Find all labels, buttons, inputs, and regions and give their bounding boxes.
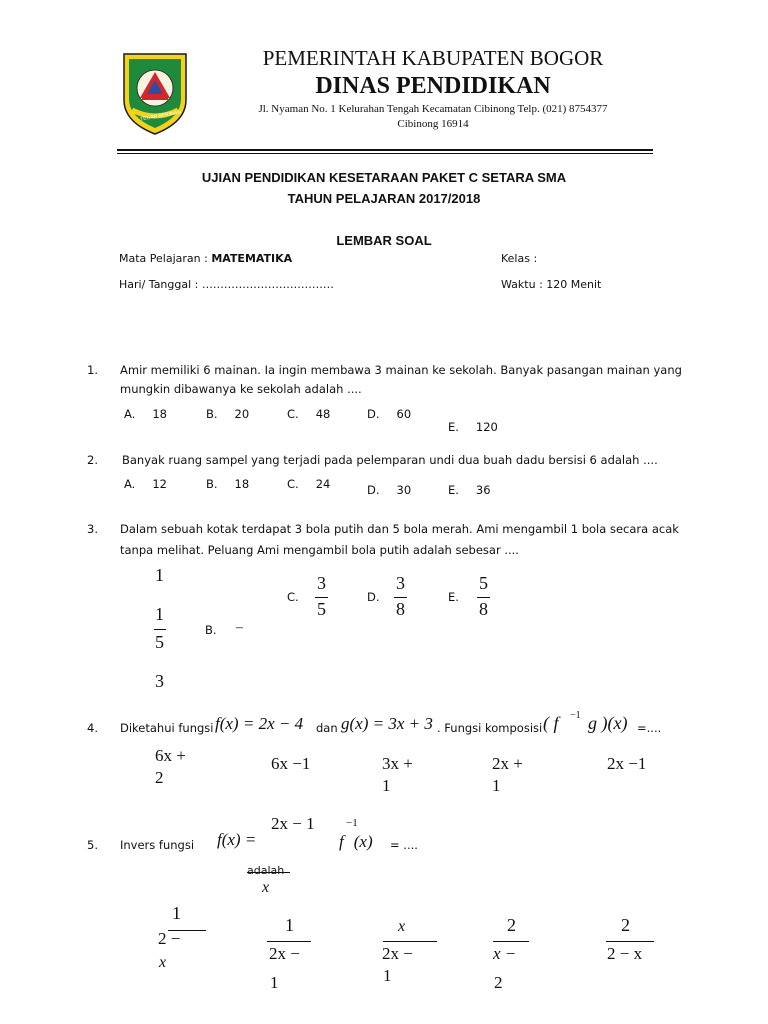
option-value: 18 — [152, 407, 167, 421]
option-line1: 3x + — [382, 754, 413, 773]
header-divider-thin — [117, 153, 653, 154]
option-line1: 6x + — [155, 746, 186, 765]
exam-title-line1: UJIAN PENDIDIKAN KESETARAAN PAKET C SETARA SMA — [201, 170, 567, 185]
option-letter: A. — [124, 407, 136, 421]
question-ending: =.... — [637, 721, 662, 735]
header-address2: Cibinong 16914 — [397, 118, 469, 130]
fraction-denominator: 2 — [494, 973, 503, 992]
option-letter: C. — [287, 590, 299, 604]
composition-f: ( f — [543, 713, 559, 733]
option-a[interactable] — [124, 474, 167, 494]
fraction-denominator: 1 — [383, 966, 392, 985]
option-e[interactable] — [448, 480, 491, 500]
subject-row — [119, 252, 292, 265]
subject-label: Mata Pelajaran : — [119, 252, 212, 265]
fraction-denominator: x — [159, 954, 167, 971]
option-dash: – — [236, 620, 243, 635]
function-f: f(x) = — [217, 830, 257, 849]
fraction-middle: 2x − — [382, 944, 413, 963]
option-letter: B. — [206, 407, 218, 421]
header-divider-thick — [117, 149, 653, 151]
fraction-middle: 2 − x — [607, 944, 643, 963]
inverse-x: (x) — [353, 832, 373, 851]
option-value: 12 — [152, 477, 167, 491]
fraction-denominator: 8 — [479, 599, 488, 619]
option-value: 36 — [475, 483, 491, 497]
option-c[interactable] — [287, 474, 330, 494]
question-number: 2. — [87, 453, 98, 467]
option-a-bottom: 3 — [155, 671, 164, 691]
fraction-denominator: 5 — [155, 632, 164, 652]
fraction-numerator: 1 — [285, 915, 294, 935]
option-letter: B. — [205, 623, 217, 637]
fraction-bar — [493, 941, 529, 942]
question-number: 1. — [87, 363, 98, 377]
option-line1: 2x + — [492, 754, 523, 773]
fraction-bar — [477, 597, 490, 598]
text-adalah: adalah — [247, 864, 285, 877]
option-line2: 1 — [382, 776, 391, 795]
option-line2: 2 — [155, 768, 164, 787]
fraction-numerator: 3 — [317, 573, 326, 593]
option-d[interactable] — [367, 404, 411, 424]
composition-g: g )(x) — [588, 713, 628, 733]
fraction-bar — [267, 941, 311, 942]
option-value: 30 — [396, 483, 412, 497]
fraction-middle: x − — [493, 944, 517, 963]
fraction-bar — [394, 597, 407, 598]
fraction-numerator: 1 — [155, 604, 164, 624]
option-letter: C. — [287, 477, 299, 491]
day-label: Hari/ Tanggal : ……………………………… — [119, 278, 334, 291]
question-text-line1: Banyak ruang sampel yang terjadi pada pelemparan undi dua buah dadu bersisi 6 adalah .... — [122, 453, 658, 467]
exam-title-line2: TAHUN PELAJARAN 2017/2018 — [287, 191, 481, 206]
option-line1: 2x −1 — [607, 754, 647, 773]
fraction-middle: 2 − — [158, 929, 181, 948]
fraction-bar — [383, 941, 437, 942]
fraction-denominator: 5 — [317, 599, 326, 619]
fraction-bar — [606, 941, 654, 942]
fraction-numerator: 5 — [479, 573, 488, 593]
option-line2: 1 — [492, 776, 501, 795]
question-number: 3. — [87, 522, 98, 536]
option-letter: D. — [367, 483, 380, 497]
option-value: 20 — [234, 407, 250, 421]
function-g: g(x) = 3x + 3 — [341, 714, 433, 733]
composition-inverse-exponent: −1 — [570, 710, 581, 721]
option-letter: C. — [287, 407, 299, 421]
logo-motto: TEGAR BERIMAN — [139, 109, 182, 123]
option-letter: E. — [448, 483, 459, 497]
fraction-numerator: 1 — [172, 903, 181, 923]
option-value: 120 — [475, 420, 498, 434]
fraction-bar — [315, 597, 328, 598]
fraction-bar — [154, 629, 166, 630]
question-text-line2: mungkin dibawanya ke sekolah adalah .... — [120, 382, 362, 396]
question-text-lead: Diketahui fungsi — [120, 721, 214, 735]
question-number: 5. — [87, 838, 98, 852]
option-letter: D. — [367, 590, 380, 604]
question-ending: = .... — [390, 838, 418, 852]
header-address1: Jl. Nyaman No. 1 Kelurahan Tengah Kecamatan Cibinong Telp. (021) 8754377 — [258, 103, 608, 115]
inverse-f: f — [339, 832, 344, 851]
question-text-lead: Invers fungsi — [120, 838, 195, 852]
option-c[interactable] — [287, 404, 330, 424]
inverse-exponent: −1 — [346, 817, 358, 829]
header-line1: PEMERINTAH KABUPATEN BOGOR — [262, 46, 604, 70]
question-number: 4. — [87, 721, 98, 735]
sheet-title: LEMBAR SOAL — [336, 233, 432, 248]
option-b[interactable] — [206, 404, 249, 424]
option-line1: 6x −1 — [271, 754, 311, 773]
option-a[interactable] — [124, 404, 167, 424]
fraction-numerator: 2x − 1 — [271, 814, 315, 833]
fraction-numerator: 2 — [507, 915, 516, 935]
header-line2: DINAS PENDIDIKAN — [315, 73, 551, 99]
fraction-denominator: 8 — [396, 599, 405, 619]
inverse-function — [339, 832, 373, 852]
class-label: Kelas : — [501, 252, 538, 265]
question-text-line1: Dalam sebuah kotak terdapat 3 bola putih dan 5 bola merah. Ami mengambil 1 bola secara acak — [120, 522, 679, 536]
option-letter: E. — [448, 590, 459, 604]
option-e[interactable] — [448, 417, 498, 437]
option-value: 60 — [396, 407, 412, 421]
function-f: f(x) = 2x − 4 — [215, 714, 304, 733]
option-d[interactable] — [367, 480, 411, 500]
question-text-line2: tanpa melihat. Peluang Ami mengambil bola putih adalah sebesar .... — [120, 543, 519, 557]
option-value: 24 — [315, 477, 331, 491]
option-value: 18 — [234, 477, 250, 491]
question-text-line1: Amir memiliki 6 mainan. Ia ingin membawa 3 mainan ke sekolah. Banyak pasangan mainan yang — [120, 363, 682, 377]
option-letter: D. — [367, 407, 380, 421]
fraction-numerator: 3 — [396, 573, 405, 593]
fraction-numerator: 2 — [621, 915, 630, 935]
option-letter: E. — [448, 420, 459, 434]
option-a-top: 1 — [155, 565, 164, 585]
fraction-denominator: 1 — [270, 973, 279, 992]
option-value: 48 — [315, 407, 331, 421]
subject-value: MATEMATIKA — [211, 252, 293, 265]
text-komposisi: . Fungsi komposisi — [437, 721, 543, 735]
option-letter: B. — [206, 477, 218, 491]
fraction-denominator: x — [262, 879, 270, 896]
fraction-middle: 2x − — [269, 944, 300, 963]
fraction-numerator: x — [398, 918, 406, 935]
time-label: Waktu : 120 Menit — [501, 278, 602, 291]
option-b[interactable] — [206, 474, 249, 494]
text-dan: dan — [316, 721, 338, 735]
option-letter: A. — [124, 477, 136, 491]
